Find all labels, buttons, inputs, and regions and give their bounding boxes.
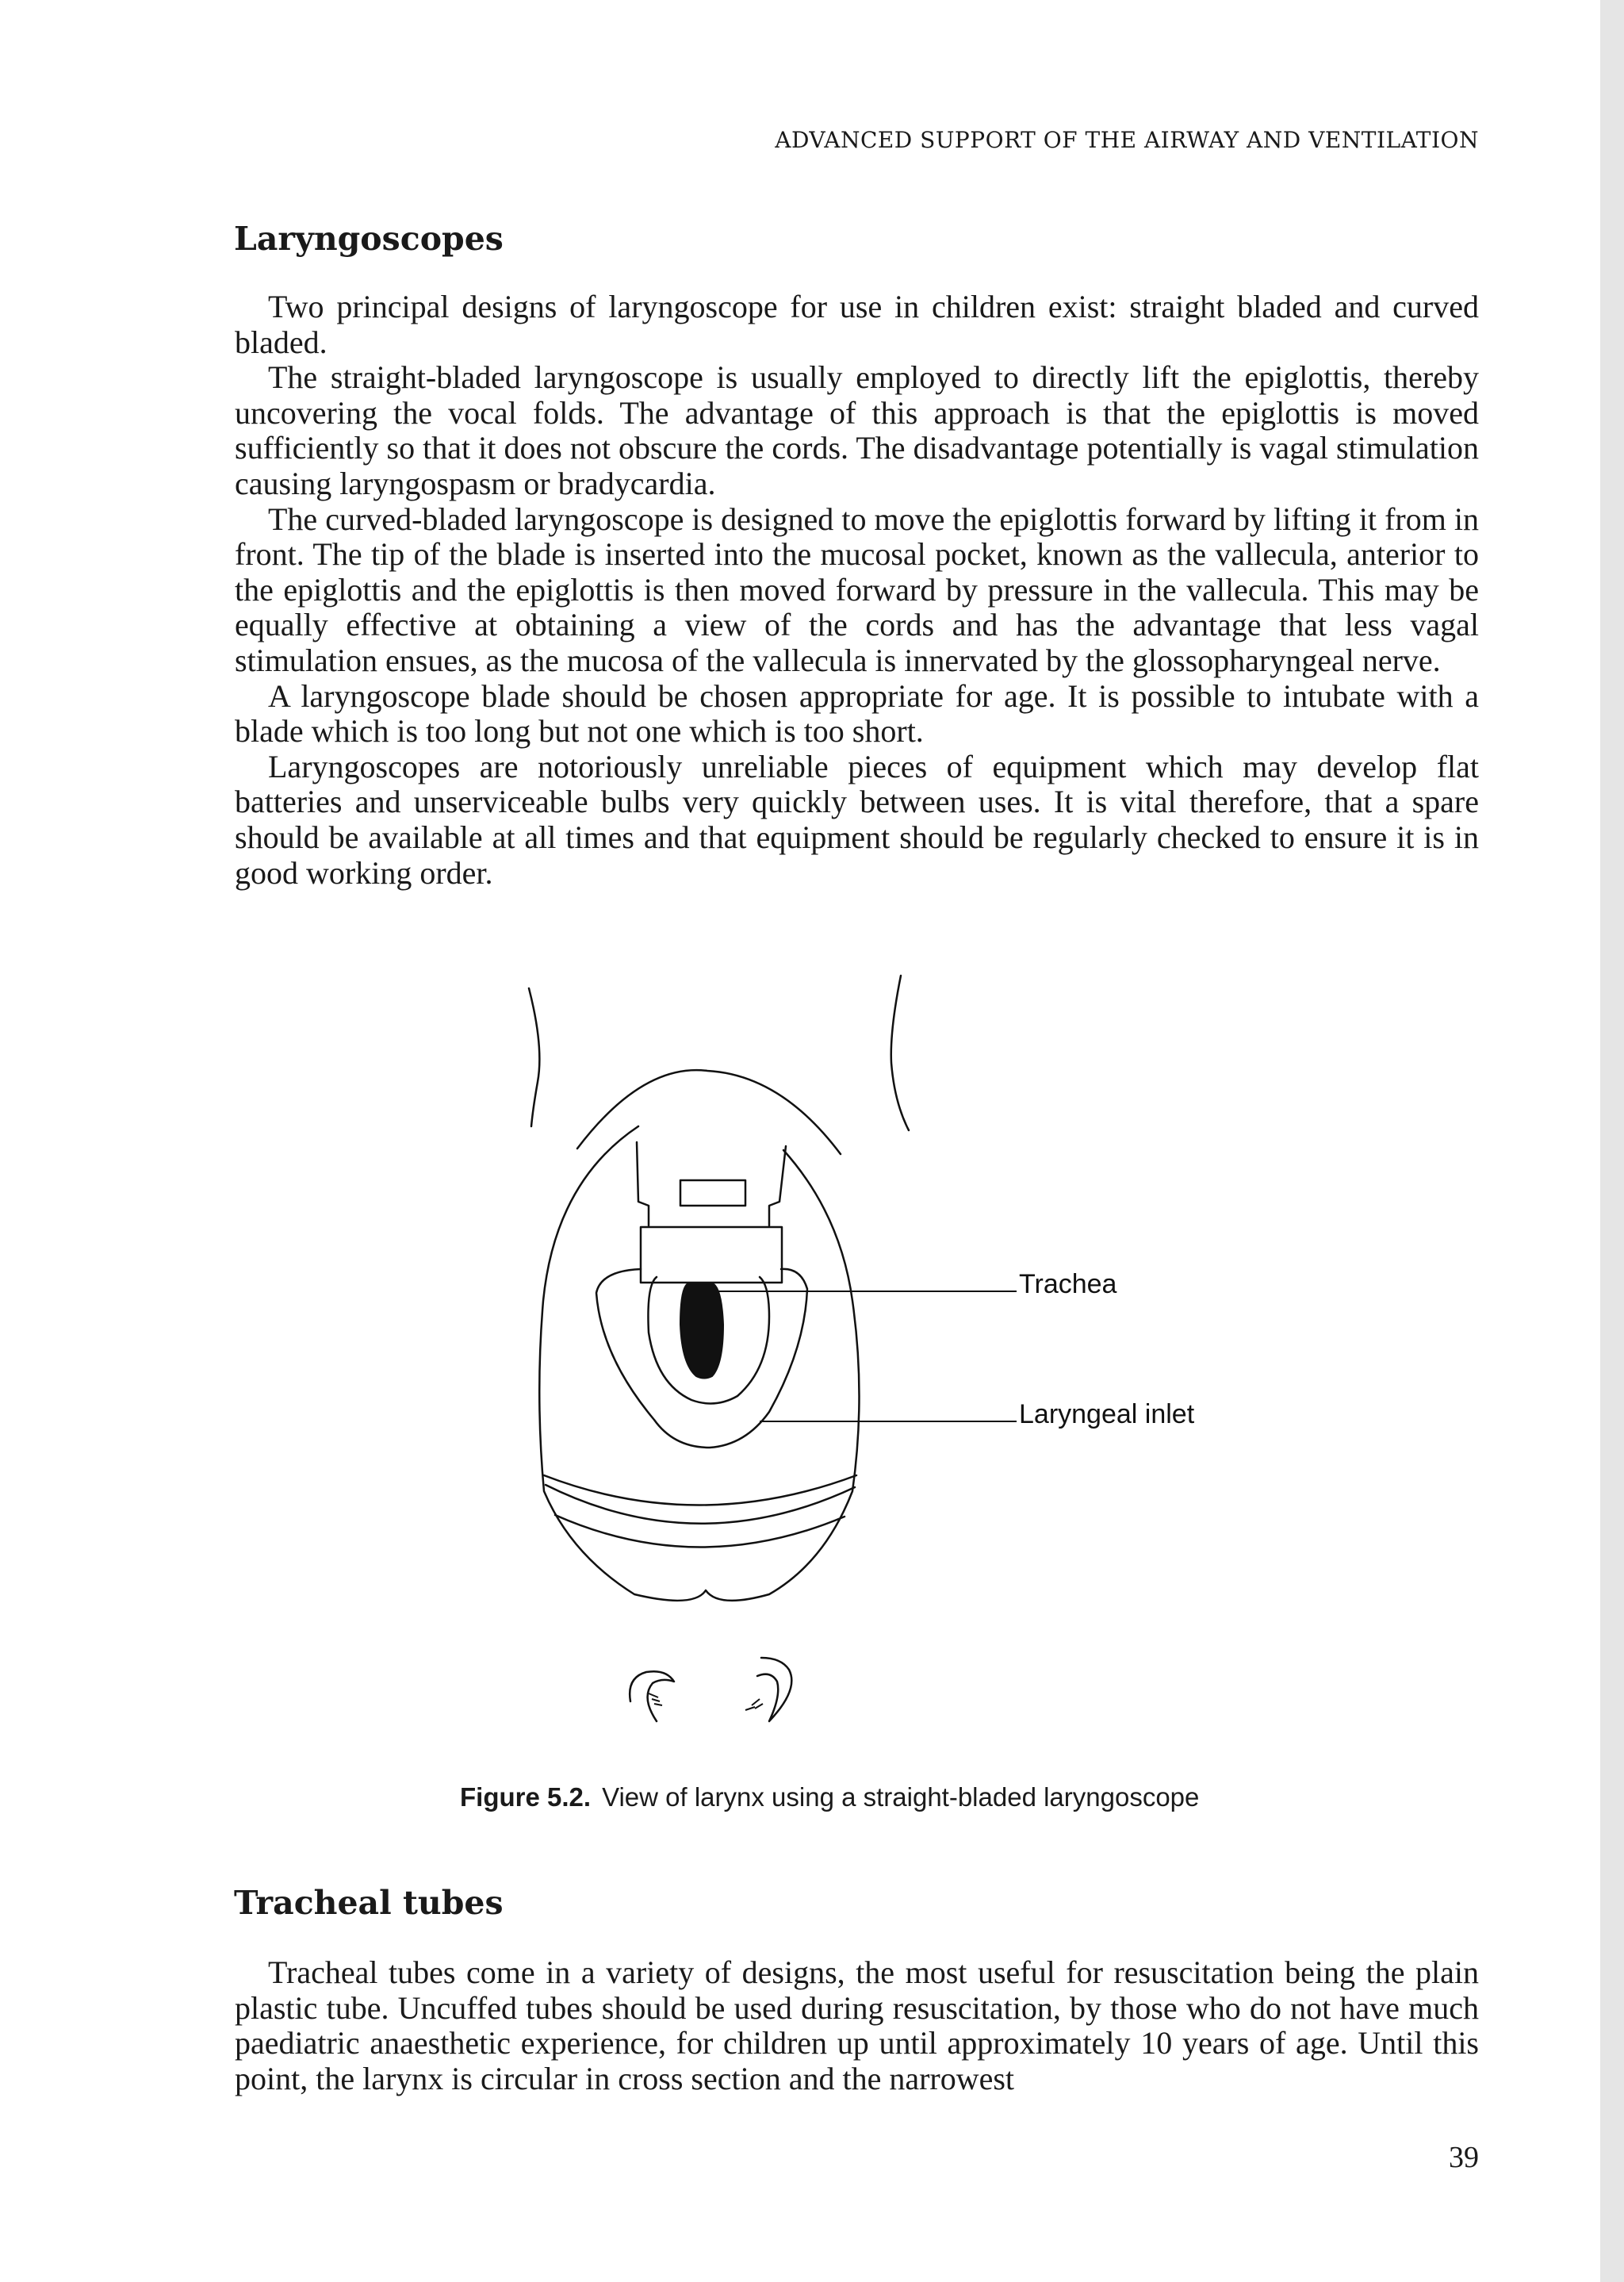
trachea-opening: [680, 1283, 723, 1379]
section-heading-tracheal-tubes: Tracheal tubes: [234, 1884, 504, 1922]
paragraph: Tracheal tubes come in a variety of designs, the most useful for resuscitation being the plain plastic tube. Uncuffed tubes should be used during resuscitation, by those who do not have much paediatric anaesthetic experience, for children up until approximately 10 years of age. Until this point, the larynx is circular in cross section and the narrowest: [235, 1954, 1479, 2096]
paragraph: The curved-bladed laryngoscope is designed to move the epiglottis forward by lifting it from in front. The tip of the blade is inserted into the mucosal pocket, known as the vallecula, anterior to the epiglottis and the epiglottis is then moved forward by pressure in the vallecula. This may be equally effective at obtaining a view of the cords and has the advantage that less vagal stimulation ensues, as the mucosa of the vallecula is innervated by the glossopharyngeal nerve.: [235, 501, 1479, 678]
paragraph: Laryngoscopes are notoriously unreliable pieces of equipment which may develop flat batteries and unserviceable bulbs very quickly between uses. It is vital therefore, that a spare should be available at all times and that equipment should be regularly checked to ensure it is in good working order.: [235, 748, 1479, 891]
section-heading-laryngoscopes: Laryngoscopes: [234, 220, 504, 258]
laryngeal-inlet-label: Laryngeal inlet: [1019, 1399, 1195, 1429]
page-edge-strip: [1600, 0, 1624, 2282]
paragraph: Two principal designs of laryngoscope for use in children exist: straight bladed and curved bladed.: [235, 289, 1479, 360]
left-crescent-hatch: [649, 1693, 662, 1705]
larynx-illustration: [508, 968, 1253, 1761]
right-wall-line: [891, 976, 909, 1130]
figure-number: Figure 5.2.: [460, 1782, 592, 1812]
trachea-label: Trachea: [1019, 1269, 1117, 1299]
larynx-figure: [508, 968, 1253, 1761]
figure-caption-text: View of larynx using a straight-bladed laryngoscope: [602, 1782, 1200, 1812]
left-wall-line: [529, 988, 539, 1126]
page-number: 39: [1449, 2141, 1479, 2174]
right-crescent-hatch: [745, 1699, 763, 1710]
blade-tip: [641, 1227, 782, 1283]
right-crescent: [757, 1658, 791, 1721]
figure-caption: [460, 1782, 1253, 1812]
running-header: ADVANCED SUPPORT OF THE AIRWAY AND VENTILATION: [775, 127, 1479, 153]
paragraph: A laryngoscope blade should be chosen appropriate for age. It is possible to intubate with a blade which is too long but not one which is too short.: [235, 677, 1479, 750]
blade-notch: [680, 1180, 745, 1206]
tracheal-tubes-body: [235, 1955, 1479, 2096]
paragraph: The straight-bladed laryngoscope is usually employed to directly lift the epiglottis, thereby uncovering the vocal folds. The advantage of this approach is that the epiglottis is moved sufficiently so that it does not obscure the cords. The disadvantage potentially is vagal stimulation causing laryngospasm or bradycardia.: [235, 359, 1479, 501]
blade-left-edge: [637, 1142, 649, 1225]
laryngoscopes-body: [235, 290, 1479, 891]
left-crescent: [630, 1671, 674, 1721]
lower-band-3: [555, 1515, 845, 1548]
lower-band-1: [544, 1475, 856, 1505]
upper-arch: [577, 1070, 841, 1154]
blade-right-edge: [769, 1146, 786, 1225]
